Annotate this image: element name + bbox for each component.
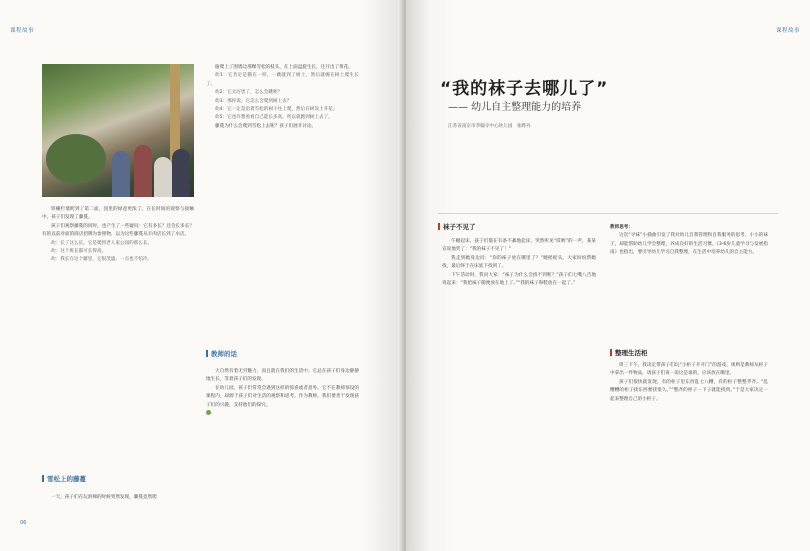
heading-bar <box>42 475 44 482</box>
divider <box>438 213 778 214</box>
section-heading-organize-cabinet <box>610 348 648 357</box>
child-quote: 幼4：它一定是沿着雪松的树干往上爬，然后在树顶上开花。 <box>215 107 338 113</box>
child-figure <box>112 151 130 197</box>
left-page <box>0 0 404 551</box>
left-column-1-bottom-text <box>42 494 194 502</box>
section-heading-cedar-vine <box>42 474 86 483</box>
section-heading-lost-sock <box>438 222 476 231</box>
right-column-2-text <box>610 362 768 404</box>
paragraph: 午睡起床，孩子们都在有条不紊地起床，突然听见“哎哟”的一声，某某宣说地哭了：“我的袜子不见了！” <box>442 239 596 253</box>
teacher-thoughts-text <box>610 224 768 258</box>
article-subtitle: —— 幼儿自主整理能力的培养 <box>448 102 582 113</box>
child-quote: 幼5：它也许想看看自己能长多高，所以就跑到树上去了。 <box>215 115 333 121</box>
child-quote: 幼2：它太厉害了，怎么会跳呢？ <box>215 90 283 96</box>
teacher-thoughts-label: 教师思考： <box>610 225 633 230</box>
page-number: 06 <box>20 520 27 526</box>
heading-bar <box>206 350 208 357</box>
child-figure <box>154 157 172 197</box>
left-column-2-bottom-text <box>206 368 359 418</box>
child-quote: 幼：这个班长都可长得高。 <box>51 249 107 255</box>
paragraph: 我走到她身边问：“你的袜子放在哪里了？”她摇摇头。大家纷纷帮她找，最后终于在床底下找到了。 <box>442 255 596 270</box>
paragraph: 这次“寻袜”小插曲引发了我对幼儿自我管理和自我服务的思考。小小的袜子，却能帮助幼儿学会整理，养成良好的生活习惯。《3-6岁儿童学习与发展指南》也指出，要引导幼儿学习自我整理，在生活中培养幼儿的自主能力。 <box>610 233 768 256</box>
article-author: 江苏省南京市李翰寺中心幼儿园 张晔丹 <box>448 124 531 129</box>
paragraph: 偷爬上了围墙边那棵雪松的枝头，在上面盘旋生长，还开出了黄花。 <box>215 65 353 70</box>
garden-photo <box>42 64 194 197</box>
paragraph: 下午活动时，我问大家：“袜子为什么会找不到呢？”孩子们七嘴八舌地说起来：“我把袜子随便放在地上了。”“我的袜子和鞋放在一起了。” <box>442 272 596 287</box>
leaf-icon <box>206 410 211 415</box>
section-heading-text: 雪松上的藤蔓 <box>47 475 86 483</box>
paragraph: 在幼儿园，孩子们常常会遇到这样的惊喜或者意外。它不在教师预设的课程内，却源于孩子们对生活的观察和思考。作为教师，我们要善于发现孩子们的兴趣，支持他们的探究。 <box>206 385 359 408</box>
paragraph: 孩子们观察藤蔓的同时，也产生了一些疑问：它有多长？还会长多长？有的以前对面的商店招牌为参照物，以为这些藤蔓从羊肉店长到了水店。 <box>42 223 194 238</box>
heading-bar <box>438 223 440 230</box>
section-heading-text: 袜子不见了 <box>443 223 476 231</box>
paragraph: 铁栅栏墙跨到了第二面，园里的绿意更浓了。在长时间的观察与接触中，孩子们发现了藤蔓。 <box>42 207 194 221</box>
child-figure <box>134 145 152 197</box>
right-running-head: 课程故事 <box>775 28 800 34</box>
section-heading-text: 整理生活柜 <box>615 349 648 357</box>
child-quote: 幼1：它肯定是猫在一样，一跳就到了树上，然后就缠在树上爬生长了。 <box>206 73 359 87</box>
article-title: “我的袜子去哪儿了” <box>440 79 609 99</box>
heading-bar <box>610 349 612 356</box>
paragraph: 大自然有着无穷魅力，而且就在我们的生活中。它总在孩子们身边静静地生长，等着孩子们的发现。 <box>206 369 359 383</box>
left-column-2-text <box>206 64 359 131</box>
paragraph: 周三下午，我决定带孩子们玩“小柜子开开门”的游戏，规则是教师从柜子中拿出一件物品，请孩子们说一说这是谁的，应该放在哪里。 <box>610 363 768 377</box>
right-column-1-text <box>442 238 596 288</box>
section-heading-text: 教师的话 <box>211 350 237 358</box>
paragraph: 藤蔓为什么会爬到雪松上去呢？孩子们展开讨论。 <box>215 123 317 129</box>
child-figure <box>172 149 190 197</box>
bush-shape <box>46 134 106 184</box>
left-running-head: 课程故事 <box>10 28 35 34</box>
child-quote: 幼3：那你说，它怎么会爬到树上去？ <box>215 98 292 104</box>
child-quote: 幼：长了这么长，它是爬到老人家公园的那么长。 <box>51 240 153 246</box>
section-heading-teacher-words <box>206 349 237 358</box>
left-column-1-text <box>42 206 194 265</box>
paragraph: 一天，孩子们在玩滑梯的时候突然发现，藤蔓竟然爬 <box>51 495 157 500</box>
paragraph: 孩子们很快就发现，有的柜子里东西乱七八糟，有的柜子整整齐齐。“乱糟糟的柜子找东西要找很久。”“整齐的柜子一下子就能找到。”于是大家决定一起来整理自己的小柜子。 <box>610 379 768 402</box>
child-quote: 幼：我长在这个藤里，它很茂盛，一点也不怕冷。 <box>51 257 153 263</box>
